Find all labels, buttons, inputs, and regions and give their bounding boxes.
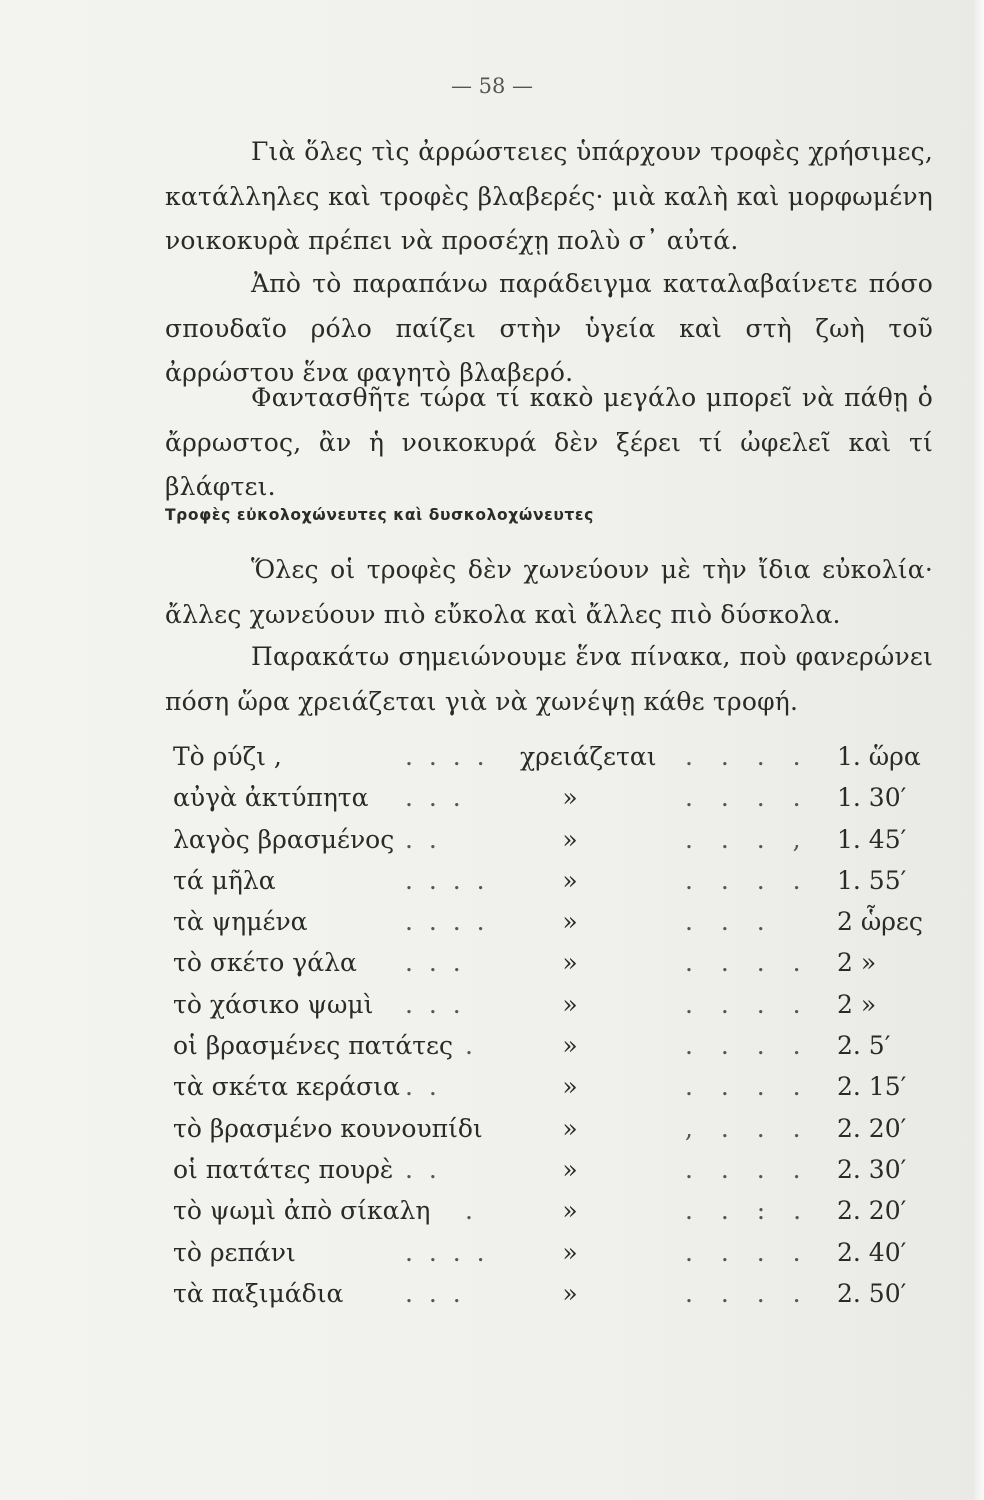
dot-leader: . . . . <box>685 1278 811 1308</box>
verb: χρειάζεται <box>520 742 657 771</box>
paragraph-4-text: Ὅλες οἱ τροφὲς δὲν χωνεύουν μὲ τὴν ἴδια εὐκολία· ἄλλες χωνεύουν πιὸ εὔκολα καὶ ἄλλες πιὸ δύσκολα. <box>165 555 933 629</box>
food-name: τά μῆλα <box>173 865 276 895</box>
paragraph-5 <box>165 635 933 724</box>
digestion-time: 2. 50′ <box>837 1278 907 1308</box>
paragraph-4 <box>165 548 933 637</box>
paragraph-1-text: Γιὰ ὅλες τὶς ἀρρώστειες ὑπάρχουν τροφὲς χρήσιμες, κατάλληλες καὶ τροφὲς βλαβερές· μιὰ καλὴ καὶ μορφωμένη νοικοκυρὰ πρέπει νὰ προσέχῃ πολὺ σ᾽ αὐτά. <box>165 137 933 255</box>
dot-leader: . . . . <box>685 1031 811 1061</box>
dot-leader: . . . . <box>685 865 811 895</box>
table-row <box>165 1026 933 1067</box>
table-row <box>165 902 933 943</box>
dot-leader: . . <box>405 1154 441 1184</box>
dot-leader: . . . <box>405 1278 465 1308</box>
food-name: Τὸ ρύζι , <box>173 742 282 771</box>
table-row <box>165 1233 933 1274</box>
table-row <box>165 985 933 1026</box>
paragraph-5-text: Παρακάτω σημειώνουμε ἕνα πίνακα, ποὺ φανερώνει πόση ὥρα χρειάζεται γιὰ νὰ χωνέψῃ κάθε τροφή. <box>165 642 933 716</box>
paragraph-3 <box>165 376 933 510</box>
table-row <box>165 943 933 984</box>
food-name: τὰ παξιμάδια <box>173 1278 344 1308</box>
verb: » <box>562 783 578 813</box>
food-name: τὸ βρασμένο κουνουπίδι <box>173 1113 483 1143</box>
food-name: τὸ σκέτο γάλα <box>173 948 357 978</box>
dot-leader: . . . <box>405 989 465 1019</box>
verb: » <box>562 989 578 1019</box>
digestion-time: 2. 20′ <box>837 1196 907 1226</box>
digestion-time: 1. 30′ <box>837 783 907 813</box>
digestion-time: 2. 40′ <box>837 1237 907 1267</box>
verb: » <box>562 1072 578 1102</box>
table-row <box>165 1274 933 1315</box>
verb: » <box>562 1237 578 1267</box>
digestion-time: 1. 55′ <box>837 865 907 895</box>
dot-leader: . . : . <box>685 1196 812 1226</box>
dot-leader: , . . . <box>685 1113 811 1143</box>
food-name: τὸ ρεπάνι <box>173 1237 296 1267</box>
verb: » <box>562 907 578 937</box>
table-row <box>165 778 933 819</box>
dot-leader: . . . . <box>685 1154 811 1184</box>
digestion-time: 1. 45′ <box>837 824 907 854</box>
dot-leader: . . . . <box>685 948 811 978</box>
dot-leader: . . . . <box>685 1072 811 1102</box>
food-name: οἱ βρασμένες πατάτες <box>173 1031 454 1061</box>
food-name: τὸ ψωμὶ ἀπὸ σίκαλη <box>173 1196 431 1226</box>
table-row <box>165 1067 933 1108</box>
table-row <box>165 1109 933 1150</box>
digestion-time: 1. ὥρα <box>837 742 921 771</box>
verb: » <box>562 1031 578 1061</box>
verb: » <box>562 1113 578 1143</box>
digestion-time-table <box>165 737 933 1315</box>
table-row <box>165 1191 933 1232</box>
dot-leader: . . . . <box>405 865 489 895</box>
dot-leader: . <box>465 1031 477 1061</box>
verb: » <box>562 1196 578 1226</box>
dot-leader: . . . . <box>685 742 811 771</box>
food-name: τὰ ψημένα <box>173 907 308 937</box>
digestion-time: 2 ὧρες <box>837 907 923 937</box>
page-number: — 58 — <box>450 74 534 98</box>
digestion-time: 2 » <box>837 948 877 978</box>
verb: » <box>562 1154 578 1184</box>
paragraph-3-text: Φαντασθῆτε τώρα τί κακὸ μεγάλο μπορεῖ νὰ πάθῃ ὁ ἄρρωστος, ἂν ἡ νοικοκυρά δὲν ξέρει τί ὠφελεῖ καὶ τί βλάφτει. <box>165 383 933 501</box>
dot-leader: . . <box>405 1072 441 1102</box>
dot-leader: . . . . <box>685 1237 811 1267</box>
page-edge <box>974 0 984 1500</box>
paragraph-1 <box>165 130 933 264</box>
dot-leader: . . . . <box>405 1237 489 1267</box>
digestion-time: 2. 5′ <box>837 1031 891 1061</box>
dot-leader: . . . . <box>685 989 811 1019</box>
verb: » <box>562 865 578 895</box>
food-name: λαγὸς βρασμένος <box>173 824 395 854</box>
verb: » <box>562 824 578 854</box>
dot-leader: . . . , <box>685 824 811 854</box>
dot-leader: . . . . <box>405 907 489 937</box>
food-name: αὐγὰ ἀκτύπητα <box>173 783 369 813</box>
table-row <box>165 1150 933 1191</box>
table-row <box>165 737 933 778</box>
digestion-time: 2 » <box>837 989 877 1019</box>
section-heading: Τροφὲς εὐκολοχώνευτες καὶ δυσκολοχώνευτες <box>165 506 594 524</box>
dot-leader: . . . . <box>405 742 489 771</box>
food-name: τὰ σκέτα κεράσια <box>173 1072 400 1102</box>
dot-leader: . . . <box>685 907 775 937</box>
digestion-time: 2. 20′ <box>837 1113 907 1143</box>
paragraph-2-text: Ἀπὸ τὸ παραπάνω παράδειγμα καταλαβαίνετε πόσο σπουδαῖο ρόλο παίζει στὴν ὑγεία καὶ στὴ ζωὴ τοῦ ἀρρώστου ἕνα φαγητὸ βλαβερό. <box>165 269 933 387</box>
dot-leader: . <box>465 1196 477 1226</box>
verb: » <box>562 1278 578 1308</box>
food-name: τὸ χάσικο ψωμὶ <box>173 989 374 1019</box>
dot-leader: . . . . <box>685 783 811 813</box>
table-row <box>165 820 933 861</box>
digestion-time: 2. 30′ <box>837 1154 907 1184</box>
digestion-time: 2. 15′ <box>837 1072 907 1102</box>
dot-leader: . . . <box>405 783 465 813</box>
dot-leader: . . . <box>405 948 465 978</box>
verb: » <box>562 948 578 978</box>
table-row <box>165 861 933 902</box>
dot-leader: . . <box>405 824 441 854</box>
food-name: οἱ πατάτες πουρὲ <box>173 1154 394 1184</box>
